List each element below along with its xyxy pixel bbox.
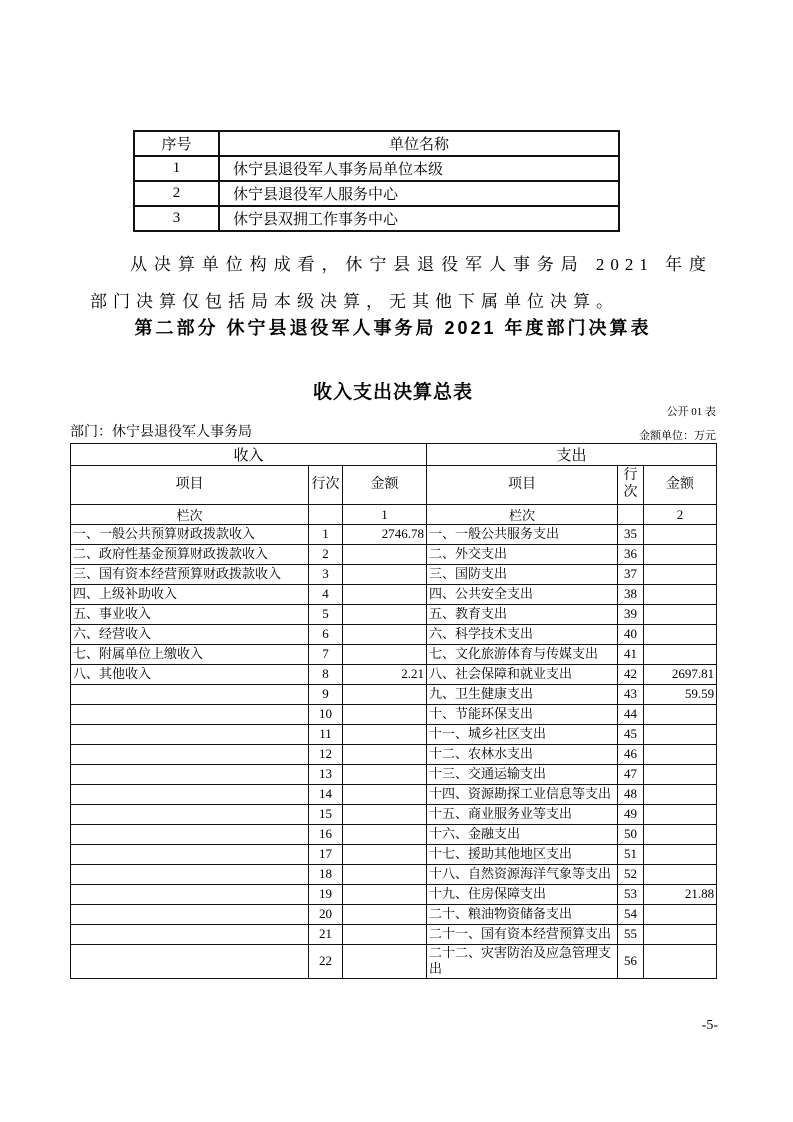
income-amount-cell: 2746.78	[343, 525, 427, 545]
income-amount-cell	[343, 945, 427, 979]
summary-table-row	[71, 625, 717, 645]
summary-table-row	[71, 545, 717, 565]
expense-item-cell: 七、文化旅游体育与传媒支出	[427, 645, 618, 665]
expense-amount-cell	[644, 705, 717, 725]
expense-row-no-cell: 38	[618, 585, 644, 605]
income-item-cell: 四、上级补助收入	[71, 585, 309, 605]
income-row-no-cell: 19	[309, 885, 343, 905]
expense-row-no-cell: 45	[618, 725, 644, 745]
income-amount-cell	[343, 805, 427, 825]
expense-row-no-cell: 35	[618, 525, 644, 545]
expense-item-cell: 六、科学技术支出	[427, 625, 618, 645]
income-item-cell	[71, 765, 309, 785]
income-item-cell	[71, 785, 309, 805]
expense-row-no-blank	[618, 505, 644, 525]
income-item-header: 项目	[71, 466, 309, 505]
unit-no-cell: 1	[134, 156, 219, 181]
expense-item-cell: 二十一、国有资本经营预算支出	[427, 925, 618, 945]
income-item-cell: 八、其他收入	[71, 665, 309, 685]
income-row-no-cell: 8	[309, 665, 343, 685]
expense-amount-cell	[644, 845, 717, 865]
expense-amount-cell	[644, 905, 717, 925]
summary-table-row	[71, 865, 717, 885]
summary-table-row	[71, 525, 717, 545]
expense-item-header: 项目	[427, 466, 618, 505]
expense-item-cell: 二十二、灾害防治及应急管理支出	[427, 945, 618, 979]
summary-table-row	[71, 585, 717, 605]
income-amount-cell	[343, 765, 427, 785]
expense-row-no-cell: 44	[618, 705, 644, 725]
expense-amount-cell	[644, 785, 717, 805]
unit-table-row	[134, 181, 619, 206]
summary-table-row	[71, 765, 717, 785]
income-item-cell	[71, 685, 309, 705]
income-amount-cell	[343, 785, 427, 805]
income-column-index-label: 栏次	[71, 505, 309, 525]
narrative-paragraph: 从决算单位构成看，休宁县退役军人事务局 2021 年度部门决算仅包括局本级决算，无其他下属单位决算。	[90, 255, 712, 311]
unit-name-cell: 休宁县退役军人事务局单位本级	[219, 156, 619, 181]
expense-item-cell: 三、国防支出	[427, 565, 618, 585]
expense-amount-cell	[644, 585, 717, 605]
expense-item-cell: 十七、援助其他地区支出	[427, 845, 618, 865]
expense-amount-cell: 21.88	[644, 885, 717, 905]
income-item-cell: 三、国有资本经营预算财政拨款收入	[71, 565, 309, 585]
income-item-cell	[71, 865, 309, 885]
unit-name-cell: 休宁县双拥工作事务中心	[219, 206, 619, 231]
expense-row-no-cell: 46	[618, 745, 644, 765]
income-row-no-cell: 6	[309, 625, 343, 645]
income-item-cell: 一、一般公共预算财政拨款收入	[71, 525, 309, 545]
income-row-no-cell: 10	[309, 705, 343, 725]
unit-table-row	[134, 156, 619, 181]
expense-amount-header: 金额	[644, 466, 717, 505]
income-item-cell: 二、政府性基金预算财政拨款收入	[71, 545, 309, 565]
expense-row-no-header: 行次	[618, 466, 644, 505]
page-number: -5-	[701, 1018, 718, 1033]
unit-table-col-no-header: 序号	[134, 131, 219, 156]
expense-amount-cell	[644, 645, 717, 665]
expense-row-no-cell: 53	[618, 885, 644, 905]
expense-row-no-cell: 39	[618, 605, 644, 625]
income-amount-cell	[343, 685, 427, 705]
expense-amount-cell: 2697.81	[644, 665, 717, 685]
expense-item-cell: 四、公共安全支出	[427, 585, 618, 605]
expense-row-no-cell: 37	[618, 565, 644, 585]
summary-table-title: 收入支出决算总表	[312, 382, 473, 403]
income-amount-cell	[343, 885, 427, 905]
expense-amount-cell	[644, 825, 717, 845]
income-amount-cell	[343, 645, 427, 665]
summary-table-row	[71, 645, 717, 665]
expense-row-no-cell: 42	[618, 665, 644, 685]
summary-table-row	[71, 685, 717, 705]
department-label: 部门：休宁县退役军人事务局	[70, 425, 252, 440]
income-row-no-cell: 13	[309, 765, 343, 785]
income-item-cell	[71, 725, 309, 745]
expense-item-cell: 九、卫生健康支出	[427, 685, 618, 705]
summary-table-body	[71, 525, 717, 979]
income-expense-summary-table	[70, 443, 717, 979]
income-row-no-cell: 4	[309, 585, 343, 605]
income-row-no-header: 行次	[309, 466, 343, 505]
income-amount-cell	[343, 625, 427, 645]
income-item-cell	[71, 745, 309, 765]
income-row-no-cell: 11	[309, 725, 343, 745]
expense-row-no-cell: 43	[618, 685, 644, 705]
summary-table-row	[71, 565, 717, 585]
expense-row-no-cell: 40	[618, 625, 644, 645]
income-row-no-cell: 17	[309, 845, 343, 865]
expense-amount-cell	[644, 545, 717, 565]
income-amount-cell	[343, 585, 427, 605]
income-amount-cell	[343, 845, 427, 865]
income-item-cell	[71, 945, 309, 979]
expense-row-no-cell: 54	[618, 905, 644, 925]
income-amount-cell	[343, 825, 427, 845]
income-row-no-cell: 20	[309, 905, 343, 925]
unit-no-cell: 2	[134, 181, 219, 206]
income-amount-cell	[343, 565, 427, 585]
unit-no-cell: 3	[134, 206, 219, 231]
expense-item-cell: 十一、城乡社区支出	[427, 725, 618, 745]
income-item-cell	[71, 905, 309, 925]
income-row-no-cell: 7	[309, 645, 343, 665]
income-item-cell: 六、经营收入	[71, 625, 309, 645]
income-item-cell: 五、事业收入	[71, 605, 309, 625]
unit-table-body	[134, 156, 619, 231]
summary-table-row	[71, 945, 717, 979]
expense-amount-cell	[644, 605, 717, 625]
unit-name-cell: 休宁县退役军人服务中心	[219, 181, 619, 206]
summary-table-row	[71, 705, 717, 725]
income-row-no-blank	[309, 505, 343, 525]
income-amount-cell	[343, 605, 427, 625]
expense-item-cell: 十六、金融支出	[427, 825, 618, 845]
expense-item-cell: 十、节能环保支出	[427, 705, 618, 725]
expense-item-cell: 二十、粮油物资储备支出	[427, 905, 618, 925]
expense-item-cell: 一、一般公共服务支出	[427, 525, 618, 545]
income-item-cell	[71, 805, 309, 825]
income-amount-cell	[343, 545, 427, 565]
expense-amount-cell	[644, 565, 717, 585]
income-row-no-cell: 3	[309, 565, 343, 585]
expense-item-cell: 十四、资源勘探工业信息等支出	[427, 785, 618, 805]
unit-table-header-row	[134, 131, 619, 156]
unit-table-row	[134, 206, 619, 231]
income-row-no-cell: 12	[309, 745, 343, 765]
income-amount-cell	[343, 865, 427, 885]
expense-row-no-cell: 51	[618, 845, 644, 865]
expense-amount-cell	[644, 725, 717, 745]
expense-item-cell: 十五、商业服务业等支出	[427, 805, 618, 825]
income-amount-header: 金额	[343, 466, 427, 505]
income-row-no-cell: 22	[309, 945, 343, 979]
expense-item-cell: 十九、住房保障支出	[427, 885, 618, 905]
summary-table-row	[71, 745, 717, 765]
income-row-no-cell: 2	[309, 545, 343, 565]
expense-row-no-cell: 47	[618, 765, 644, 785]
expense-amount-cell: 59.59	[644, 685, 717, 705]
income-amount-cell: 2.21	[343, 665, 427, 685]
income-amount-cell	[343, 705, 427, 725]
income-row-no-cell: 21	[309, 925, 343, 945]
expense-amount-cell	[644, 945, 717, 979]
expense-item-cell: 八、社会保障和就业支出	[427, 665, 618, 685]
income-amount-cell	[343, 745, 427, 765]
income-item-cell	[71, 925, 309, 945]
income-group-header: 收入	[71, 444, 427, 466]
expense-column-index-label: 栏次	[427, 505, 618, 525]
summary-table-row	[71, 805, 717, 825]
expense-amount-cell	[644, 865, 717, 885]
summary-group-header-row	[71, 444, 717, 466]
summary-column-header-row	[71, 466, 717, 505]
summary-table-row	[71, 725, 717, 745]
expense-group-header: 支出	[427, 444, 717, 466]
summary-column-index-row	[71, 505, 717, 525]
summary-table-row	[71, 785, 717, 805]
income-item-cell	[71, 845, 309, 865]
expense-row-no-cell: 49	[618, 805, 644, 825]
income-row-no-cell: 5	[309, 605, 343, 625]
summary-table-row	[71, 885, 717, 905]
income-row-no-cell: 15	[309, 805, 343, 825]
expense-amount-cell	[644, 525, 717, 545]
expense-row-no-cell: 41	[618, 645, 644, 665]
expense-row-no-cell: 36	[618, 545, 644, 565]
expense-amount-cell	[644, 765, 717, 785]
expense-row-no-cell: 55	[618, 925, 644, 945]
expense-amount-cell	[644, 745, 717, 765]
unit-composition-table	[133, 130, 620, 232]
amount-unit-label: 金额单位：万元	[639, 430, 716, 442]
income-row-no-cell: 14	[309, 785, 343, 805]
expense-column-index: 2	[644, 505, 717, 525]
income-item-cell	[71, 705, 309, 725]
expense-amount-cell	[644, 805, 717, 825]
expense-item-cell: 十二、农林水支出	[427, 745, 618, 765]
income-row-no-cell: 16	[309, 825, 343, 845]
summary-table-row	[71, 845, 717, 865]
summary-table-row	[71, 925, 717, 945]
summary-table-row	[71, 605, 717, 625]
expense-item-cell: 五、教育支出	[427, 605, 618, 625]
expense-amount-cell	[644, 625, 717, 645]
income-column-index: 1	[343, 505, 427, 525]
income-row-no-cell: 9	[309, 685, 343, 705]
income-amount-cell	[343, 925, 427, 945]
summary-table-row	[71, 665, 717, 685]
expense-item-cell: 十三、交通运输支出	[427, 765, 618, 785]
public-form-label: 公开 01 表	[666, 406, 716, 418]
expense-row-no-cell: 48	[618, 785, 644, 805]
income-amount-cell	[343, 905, 427, 925]
expense-row-no-cell: 52	[618, 865, 644, 885]
expense-row-no-cell: 50	[618, 825, 644, 845]
summary-table-row	[71, 905, 717, 925]
section-heading: 第二部分 休宁县退役军人事务局 2021 年度部门决算表	[134, 318, 652, 338]
income-item-cell: 七、附属单位上缴收入	[71, 645, 309, 665]
unit-table-col-name-header: 单位名称	[219, 131, 619, 156]
income-row-no-cell: 1	[309, 525, 343, 545]
summary-table-row	[71, 825, 717, 845]
income-item-cell	[71, 885, 309, 905]
income-row-no-cell: 18	[309, 865, 343, 885]
expense-item-cell: 二、外交支出	[427, 545, 618, 565]
expense-row-no-cell: 56	[618, 945, 644, 979]
expense-amount-cell	[644, 925, 717, 945]
income-amount-cell	[343, 725, 427, 745]
income-item-cell	[71, 825, 309, 845]
expense-item-cell: 十八、自然资源海洋气象等支出	[427, 865, 618, 885]
